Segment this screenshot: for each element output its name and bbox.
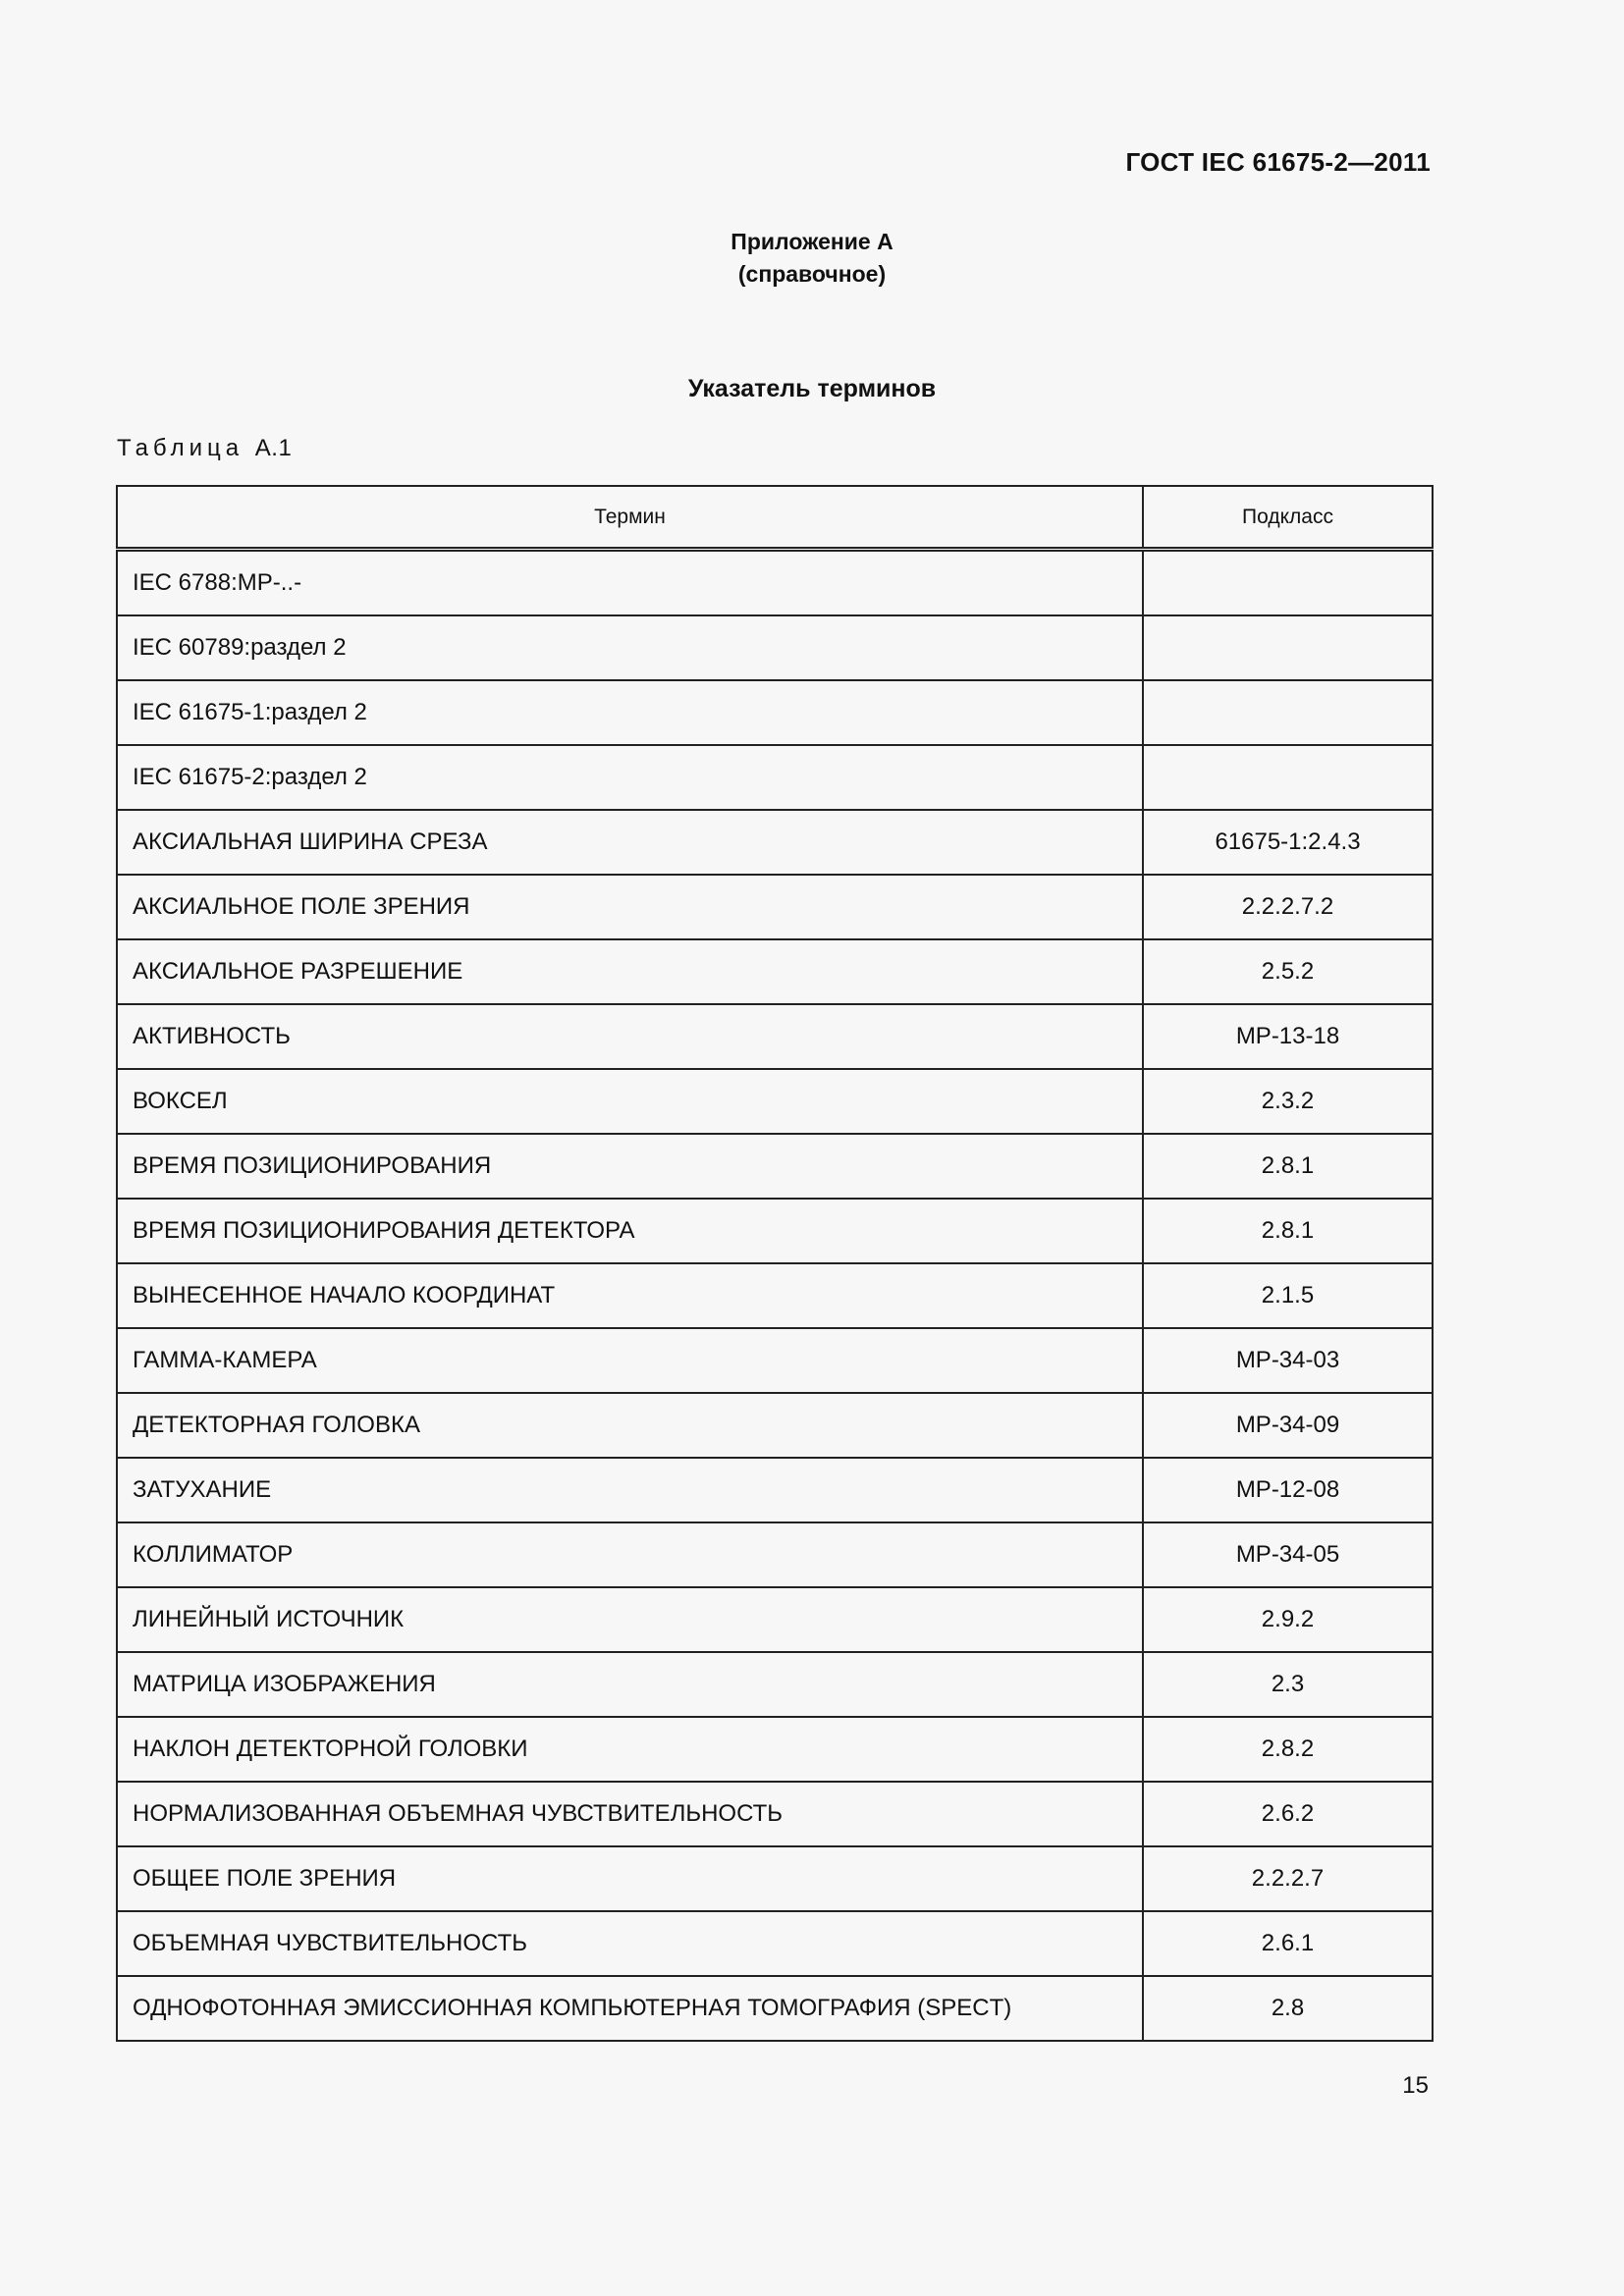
- term-cell: ВЫНЕСЕННОЕ НАЧАЛО КООРДИНАТ: [117, 1263, 1143, 1328]
- subclass-cell: [1143, 745, 1433, 810]
- table-label-number: А.1: [254, 435, 293, 461]
- index-title: Указатель терминов: [687, 375, 937, 402]
- term-cell: КОЛЛИМАТОР: [117, 1522, 1143, 1587]
- appendix-note: (справочное): [737, 261, 887, 287]
- subclass-cell: 2.6.1: [1143, 1911, 1433, 1976]
- table-row: [117, 1069, 1433, 1134]
- term-cell: АКТИВНОСТЬ: [117, 1004, 1143, 1069]
- table-header-row: [117, 486, 1433, 550]
- term-cell: IEC 61675-1:раздел 2: [117, 680, 1143, 745]
- table-row: [117, 1782, 1433, 1846]
- subclass-cell: 2.2.2.7: [1143, 1846, 1433, 1911]
- term-cell: ВРЕМЯ ПОЗИЦИОНИРОВАНИЯ ДЕТЕКТОРА: [117, 1199, 1143, 1263]
- term-cell: ОБЩЕЕ ПОЛЕ ЗРЕНИЯ: [117, 1846, 1143, 1911]
- term-cell: IEC 6788:МР-..-: [117, 550, 1143, 616]
- subclass-cell: МР-13-18: [1143, 1004, 1433, 1069]
- table-row: [117, 745, 1433, 810]
- term-cell: МАТРИЦА ИЗОБРАЖЕНИЯ: [117, 1652, 1143, 1717]
- table-label: [117, 435, 292, 462]
- table-row: [117, 939, 1433, 1004]
- table-row: [117, 1134, 1433, 1199]
- term-cell: НОРМАЛИЗОВАННАЯ ОБЪЕМНАЯ ЧУВСТВИТЕЛЬНОСТЬ: [117, 1782, 1143, 1846]
- table-row: [117, 1652, 1433, 1717]
- subclass-cell: 2.3.2: [1143, 1069, 1433, 1134]
- subclass-cell: [1143, 680, 1433, 745]
- table-row: [117, 615, 1433, 680]
- table-row: [117, 875, 1433, 939]
- subclass-cell: МР-12-08: [1143, 1458, 1433, 1522]
- table-row: [117, 1846, 1433, 1911]
- terms-table: [116, 485, 1434, 2042]
- term-cell: IEC 61675-2:раздел 2: [117, 745, 1143, 810]
- term-cell: ГАММА-КАМЕРА: [117, 1328, 1143, 1393]
- term-cell: ОДНОФОТОННАЯ ЭМИССИОННАЯ КОМПЬЮТЕРНАЯ ТОМОГРАФИЯ (SPECT): [117, 1976, 1143, 2041]
- table-row: [117, 1522, 1433, 1587]
- term-cell: ДЕТЕКТОРНАЯ ГОЛОВКА: [117, 1393, 1143, 1458]
- table-row: [117, 680, 1433, 745]
- subclass-cell: 2.8.1: [1143, 1199, 1433, 1263]
- table-row: [117, 1199, 1433, 1263]
- column-header-term: Термин: [117, 486, 1143, 550]
- table-row: [117, 1458, 1433, 1522]
- term-cell: ОБЪЕМНАЯ ЧУВСТВИТЕЛЬНОСТЬ: [117, 1911, 1143, 1976]
- table-row: [117, 1976, 1433, 2041]
- term-cell: АКСИАЛЬНАЯ ШИРИНА СРЕЗА: [117, 810, 1143, 875]
- table-label-word: Таблица: [117, 435, 244, 461]
- subclass-cell: МР-34-09: [1143, 1393, 1433, 1458]
- subclass-cell: 2.8.1: [1143, 1134, 1433, 1199]
- subclass-cell: [1143, 615, 1433, 680]
- table-row: [117, 1911, 1433, 1976]
- appendix-heading: [0, 226, 1624, 291]
- subclass-cell: 2.1.5: [1143, 1263, 1433, 1328]
- term-cell: НАКЛОН ДЕТЕКТОРНОЙ ГОЛОВКИ: [117, 1717, 1143, 1782]
- table-row: [117, 810, 1433, 875]
- subclass-cell: 2.5.2: [1143, 939, 1433, 1004]
- table-row: [117, 1393, 1433, 1458]
- subclass-cell: [1143, 550, 1433, 616]
- subclass-cell: МР-34-05: [1143, 1522, 1433, 1587]
- term-cell: ЗАТУХАНИЕ: [117, 1458, 1143, 1522]
- table-row: [117, 1587, 1433, 1652]
- column-header-subclass: Подкласс: [1143, 486, 1433, 550]
- term-cell: АКСИАЛЬНОЕ ПОЛЕ ЗРЕНИЯ: [117, 875, 1143, 939]
- term-cell: ВРЕМЯ ПОЗИЦИОНИРОВАНИЯ: [117, 1134, 1143, 1199]
- table-row: [117, 1717, 1433, 1782]
- subclass-cell: МР-34-03: [1143, 1328, 1433, 1393]
- subclass-cell: 2.6.2: [1143, 1782, 1433, 1846]
- subclass-cell: 2.2.2.7.2: [1143, 875, 1433, 939]
- page-number: 15: [1402, 2072, 1429, 2099]
- term-cell: IEC 60789:раздел 2: [117, 615, 1143, 680]
- table-row: [117, 1004, 1433, 1069]
- table-row: [117, 1263, 1433, 1328]
- table-row: [117, 550, 1433, 616]
- subclass-cell: 61675-1:2.4.3: [1143, 810, 1433, 875]
- subclass-cell: 2.3: [1143, 1652, 1433, 1717]
- table-row: [117, 1328, 1433, 1393]
- subclass-cell: 2.8.2: [1143, 1717, 1433, 1782]
- appendix-title: Приложение А: [731, 229, 893, 254]
- terms-table-body: [117, 550, 1433, 2042]
- term-cell: ЛИНЕЙНЫЙ ИСТОЧНИК: [117, 1587, 1143, 1652]
- subclass-cell: 2.8: [1143, 1976, 1433, 2041]
- standard-code: ГОСТ IEC 61675-2—2011: [1125, 147, 1431, 177]
- term-cell: ВОКСЕЛ: [117, 1069, 1143, 1134]
- term-cell: АКСИАЛЬНОЕ РАЗРЕШЕНИЕ: [117, 939, 1143, 1004]
- subclass-cell: 2.9.2: [1143, 1587, 1433, 1652]
